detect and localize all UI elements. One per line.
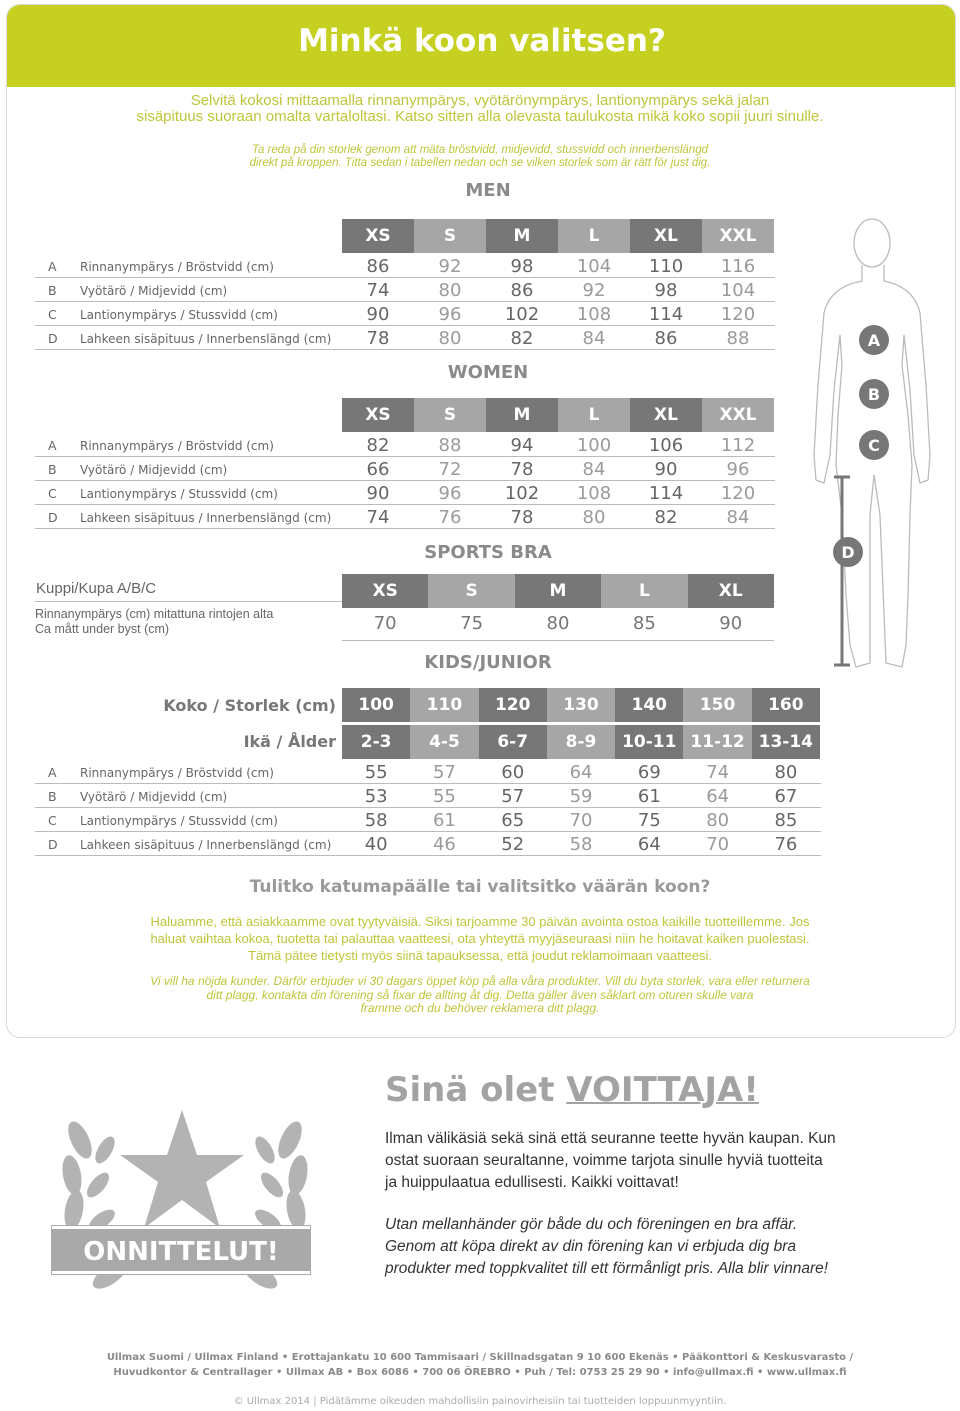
- row-letter: A: [48, 765, 57, 780]
- table-cell: 82: [366, 435, 390, 456]
- row-underline: [35, 504, 775, 505]
- table-cell: 69: [637, 762, 661, 783]
- size-header-cell: 110: [410, 688, 478, 722]
- intro-fi-line: sisäpituus suoraan omalta vartaloltasi. Katso sitten alla olevasta taulukosta mikä koko sopii juuri sinulle.: [136, 108, 824, 125]
- winner-sv-line: produkter med toppkvalitet till ett förmånligt pris. Alla blir vinnare!: [385, 1260, 829, 1277]
- table-cell: 52: [501, 834, 525, 855]
- table-cell: 110: [648, 256, 684, 277]
- table-cell: 58: [364, 810, 388, 831]
- table-cell: 76: [774, 834, 798, 855]
- table-cell: 98: [654, 280, 678, 301]
- size-header-cell: 2-3: [342, 725, 410, 759]
- row-underline: [35, 783, 821, 784]
- bra-value-cell: 80: [546, 613, 570, 634]
- bra-value-cell: 75: [460, 613, 484, 634]
- size-header-cell: XXL: [702, 219, 774, 253]
- row-label: Lantionympärys / Stussvidd (cm): [80, 486, 278, 501]
- table-cell: 98: [510, 256, 534, 277]
- table-cell: 64: [706, 786, 730, 807]
- regret-fi-line: haluat vaihtaa kokoa, tuotetta tai palauttaa vaatteesi, ota yhteyttä myyjäseuraasi niin he hoitavat kaiken puolestasi.: [150, 931, 810, 946]
- bra-value-cell: 85: [632, 613, 656, 634]
- row-underline: [35, 528, 775, 529]
- title-banner: [7, 5, 956, 87]
- table-cell: 55: [364, 762, 388, 783]
- page-title: Minkä koon valitsen?: [298, 23, 666, 59]
- row-letter: C: [48, 307, 57, 322]
- size-header-cell: S: [414, 398, 486, 432]
- row-letter: A: [48, 259, 57, 274]
- table-cell: 80: [774, 762, 798, 783]
- row-underline: [35, 480, 775, 481]
- table-cell: 88: [726, 328, 750, 349]
- table-cell: 96: [438, 483, 462, 504]
- table-cell: 53: [364, 786, 388, 807]
- row-underline: [35, 325, 775, 326]
- copyright: © Ullmax 2014 | Pidätämme oikeuden mahdollisiin painovirheisiin tai tuotteiden loppuunmyyntiin.: [233, 1396, 727, 1407]
- regret-fi-line: Tämä pätee tietysti myös siinä tapauksessa, että joudut reklamoimaan vaatteesi.: [248, 948, 712, 963]
- table-cell: 80: [706, 810, 730, 831]
- footer-line: Huvudkontor & Centrallager • Ullmax AB • Box 6086 • 700 06 ÖREBRO • Puh / Tel: 0753 25 29 90 • info@ullmax.fi • www.ullmax.fi: [113, 1367, 847, 1378]
- row-label: Lahkeen sisäpituus / Innerbenslängd (cm): [80, 837, 332, 852]
- table-cell: 90: [366, 304, 390, 325]
- table-cell: 90: [654, 459, 678, 480]
- bra-size-header: [342, 574, 774, 608]
- size-header-cell: L: [558, 219, 630, 253]
- regret-title: Tulitko katumapäälle tai valitsitko väärän koon?: [249, 877, 711, 897]
- bra-value-cell: 70: [373, 613, 397, 634]
- table-cell: 100: [576, 435, 612, 456]
- svg-text:D: D: [841, 543, 855, 562]
- table-row: [0, 833, 960, 856]
- table-cell: 112: [720, 435, 756, 456]
- table-cell: 61: [432, 810, 456, 831]
- row-letter: B: [48, 789, 57, 804]
- table-cell: 84: [582, 459, 606, 480]
- men-title: MEN: [465, 180, 511, 201]
- regret-finnish: [70, 913, 890, 964]
- size-header-cell: M: [486, 398, 558, 432]
- size-header-cell: 130: [547, 688, 615, 722]
- size-header-cell: M: [486, 219, 558, 253]
- size-header-cell: S: [428, 574, 514, 608]
- body-figure: [790, 215, 960, 685]
- footer-line: Ullmax Suomi / Ullmax Finland • Erottajankatu 10 600 Tammisaari / Skillnadsgatan 9 10 600 Ekenäs • Pääkonttori & Keskusvarasto /: [106, 1352, 854, 1363]
- winner-title-accent: VOITTAJA!: [566, 1070, 759, 1110]
- winner-swedish: [385, 1214, 955, 1280]
- row-label: Vyötärö / Midjevidd (cm): [80, 789, 228, 804]
- divider: [342, 640, 774, 641]
- table-cell: 76: [438, 507, 462, 528]
- row-underline: [35, 831, 821, 832]
- laurel-wreath-icon: [50, 1080, 320, 1310]
- table-cell: 120: [720, 483, 756, 504]
- winner-title: [385, 1070, 759, 1110]
- size-header-cell: XXL: [702, 398, 774, 432]
- table-cell: 92: [582, 280, 606, 301]
- kids-age-header: [342, 725, 820, 759]
- table-cell: 86: [654, 328, 678, 349]
- winner-fi-line: ja huippulaatua edullisesti. Kaikki voittavat!: [385, 1174, 679, 1191]
- bra-value-cell: 90: [719, 613, 743, 634]
- row-label: Vyötärö / Midjevidd (cm): [80, 462, 228, 477]
- svg-text:A: A: [867, 331, 881, 350]
- table-cell: 96: [438, 304, 462, 325]
- table-cell: 88: [438, 435, 462, 456]
- table-cell: 80: [438, 280, 462, 301]
- row-underline: [35, 277, 775, 278]
- row-letter: D: [48, 510, 58, 525]
- women-size-header: [342, 398, 774, 432]
- table-cell: 75: [637, 810, 661, 831]
- table-cell: 60: [501, 762, 525, 783]
- size-header-cell: 6-7: [479, 725, 547, 759]
- table-cell: 96: [726, 459, 750, 480]
- intro-sv-line: Ta reda på din storlek genom att mäta bröstvidd, midjevidd, stussvidd och innerbenslängd: [251, 144, 708, 156]
- marker-d: [833, 537, 863, 567]
- table-cell: 64: [637, 834, 661, 855]
- size-header-cell: 150: [683, 688, 751, 722]
- table-cell: 84: [726, 507, 750, 528]
- table-cell: 78: [510, 459, 534, 480]
- size-header-cell: 4-5: [410, 725, 478, 759]
- table-cell: 74: [706, 762, 730, 783]
- bra-desc-line: Rinnanympärys (cm) mitattuna rintojen alta: [35, 607, 274, 621]
- size-header-cell: XL: [688, 574, 774, 608]
- table-cell: 80: [438, 328, 462, 349]
- winner-sv-line: Utan mellanhänder gör både du och föreningen en bra affär.: [385, 1216, 798, 1233]
- marker-c: [859, 430, 889, 460]
- row-label: Vyötärö / Midjevidd (cm): [80, 283, 228, 298]
- table-cell: 104: [720, 280, 756, 301]
- table-cell: 74: [366, 280, 390, 301]
- size-header-cell: 160: [752, 688, 820, 722]
- men-size-header: [342, 219, 774, 253]
- intro-finnish: [0, 93, 960, 125]
- size-header-cell: L: [601, 574, 687, 608]
- table-cell: 116: [720, 256, 756, 277]
- table-cell: 61: [637, 786, 661, 807]
- table-cell: 78: [366, 328, 390, 349]
- row-label: Rinnanympärys / Bröstvidd (cm): [80, 438, 274, 453]
- table-cell: 114: [648, 304, 684, 325]
- winner-fi-line: ostat suoraan seuraltanne, voimme tarjota sinulle hyviä tuotteita: [385, 1152, 823, 1169]
- svg-text:C: C: [868, 436, 880, 455]
- row-label: Lahkeen sisäpituus / Innerbenslängd (cm): [80, 331, 332, 346]
- ribbon-text: ONNITTELUT!: [83, 1237, 279, 1267]
- row-underline: [35, 855, 821, 856]
- table-cell: 102: [504, 304, 540, 325]
- table-cell: 90: [366, 483, 390, 504]
- table-cell: 82: [654, 507, 678, 528]
- marker-a: [859, 325, 889, 355]
- row-label: Lantionympärys / Stussvidd (cm): [80, 307, 278, 322]
- size-header-cell: L: [558, 398, 630, 432]
- table-row: [0, 809, 960, 832]
- sports-bra-title: SPORTS BRA: [424, 542, 552, 563]
- row-letter: C: [48, 486, 57, 501]
- size-header-cell: S: [414, 219, 486, 253]
- intro-sv-line: direkt på kroppen. Titta sedan i tabellen nedan och se vilken storlek som är rätt för just dig.: [249, 157, 711, 169]
- winner-sv-line: Genom att köpa direkt av din förening kan vi erbjuda dig bra: [385, 1238, 796, 1255]
- regret-swedish: [100, 975, 860, 1016]
- table-cell: 70: [706, 834, 730, 855]
- row-underline: [35, 301, 775, 302]
- regret-sv-line: Vi vill ha nöjda kunder. Därför erbjuder vi 30 dagars öppet köp på alla våra produkter. Vill du byta storlek, vara eller returnera: [150, 974, 810, 988]
- size-header-cell: 140: [615, 688, 683, 722]
- size-header-cell: M: [515, 574, 601, 608]
- marker-b: [859, 379, 889, 409]
- congrats-ribbon: [52, 1226, 310, 1274]
- regret-sv-line: ditt plagg, kontakta din förening så fixar de allting åt dig. Detta gäller även såklart om oturen skulle vara: [206, 987, 754, 1002]
- kids-age-label: Ikä / Ålder: [243, 732, 336, 751]
- kids-size-header: [342, 688, 820, 722]
- table-cell: 108: [576, 304, 612, 325]
- table-cell: 58: [569, 834, 593, 855]
- table-cell: 70: [569, 810, 593, 831]
- table-cell: 64: [569, 762, 593, 783]
- size-header-cell: 10-11: [615, 725, 683, 759]
- size-header-cell: 100: [342, 688, 410, 722]
- table-cell: 57: [432, 762, 456, 783]
- row-label: Lahkeen sisäpituus / Innerbenslängd (cm): [80, 510, 332, 525]
- table-cell: 66: [366, 459, 390, 480]
- bra-values: [342, 608, 774, 640]
- table-cell: 94: [510, 435, 534, 456]
- row-label: Lantionympärys / Stussvidd (cm): [80, 813, 278, 828]
- table-row: [0, 761, 960, 784]
- size-header-cell: 13-14: [752, 725, 820, 759]
- row-letter: C: [48, 813, 57, 828]
- table-cell: 85: [774, 810, 798, 831]
- row-letter: D: [48, 331, 58, 346]
- intro-fi-line: Selvitä kokosi mittaamalla rinnanympärys, vyötärönympärys, lantionympärys sekä jalan: [190, 92, 770, 109]
- size-header-cell: XS: [342, 219, 414, 253]
- row-underline: [35, 349, 775, 350]
- intro-swedish: [180, 144, 780, 170]
- table-cell: 108: [576, 483, 612, 504]
- row-letter: A: [48, 438, 57, 453]
- row-label: Rinnanympärys / Bröstvidd (cm): [80, 765, 274, 780]
- table-cell: 74: [366, 507, 390, 528]
- winner-fi-line: Ilman välikäsiä sekä sinä että seuranne teette hyvän kaupan. Kun: [385, 1130, 836, 1147]
- bra-desc-line: Ca mått under byst (cm): [35, 622, 170, 636]
- row-letter: B: [48, 462, 57, 477]
- table-cell: 67: [774, 786, 798, 807]
- table-cell: 72: [438, 459, 462, 480]
- table-cell: 59: [569, 786, 593, 807]
- size-header-cell: XS: [342, 398, 414, 432]
- table-cell: 86: [366, 256, 390, 277]
- table-row: [0, 785, 960, 808]
- regret-sv-line: framme och du behöver reklamera ditt plagg.: [360, 1001, 600, 1015]
- table-cell: 102: [504, 483, 540, 504]
- winner-finnish: [385, 1128, 945, 1194]
- size-header-cell: XL: [630, 219, 702, 253]
- kids-size-label: Koko / Storlek (cm): [163, 696, 336, 715]
- winner-title-plain: Sinä olet: [385, 1070, 567, 1110]
- row-underline: [35, 807, 821, 808]
- table-cell: 40: [364, 834, 388, 855]
- table-cell: 86: [510, 280, 534, 301]
- table-cell: 78: [510, 507, 534, 528]
- bra-description: [35, 607, 273, 637]
- size-header-cell: 11-12: [683, 725, 751, 759]
- women-title: WOMEN: [447, 362, 529, 383]
- table-cell: 80: [582, 507, 606, 528]
- cup-label: Kuppi/Kupa A/B/C: [36, 580, 157, 597]
- row-label: Rinnanympärys / Bröstvidd (cm): [80, 259, 274, 274]
- kids-title: KIDS/JUNIOR: [424, 652, 552, 673]
- row-letter: D: [48, 837, 58, 852]
- size-header-cell: 120: [479, 688, 547, 722]
- footer-address: [0, 1350, 960, 1380]
- size-header-cell: XL: [630, 398, 702, 432]
- table-cell: 120: [720, 304, 756, 325]
- table-cell: 57: [501, 786, 525, 807]
- table-cell: 114: [648, 483, 684, 504]
- table-cell: 82: [510, 328, 534, 349]
- size-header-cell: 8-9: [547, 725, 615, 759]
- regret-fi-line: Haluamme, että asiakkaamme ovat tyytyväisiä. Siksi tarjoamme 30 päivän avointa ostoa kaikille tuotteillemme. Jos: [150, 914, 810, 929]
- row-underline: [35, 456, 775, 457]
- table-cell: 65: [501, 810, 525, 831]
- table-cell: 106: [648, 435, 684, 456]
- table-cell: 104: [576, 256, 612, 277]
- table-cell: 84: [582, 328, 606, 349]
- table-cell: 92: [438, 256, 462, 277]
- table-cell: 55: [432, 786, 456, 807]
- table-cell: 46: [432, 834, 456, 855]
- svg-text:B: B: [867, 385, 881, 404]
- size-header-cell: XS: [342, 574, 428, 608]
- row-letter: B: [48, 283, 57, 298]
